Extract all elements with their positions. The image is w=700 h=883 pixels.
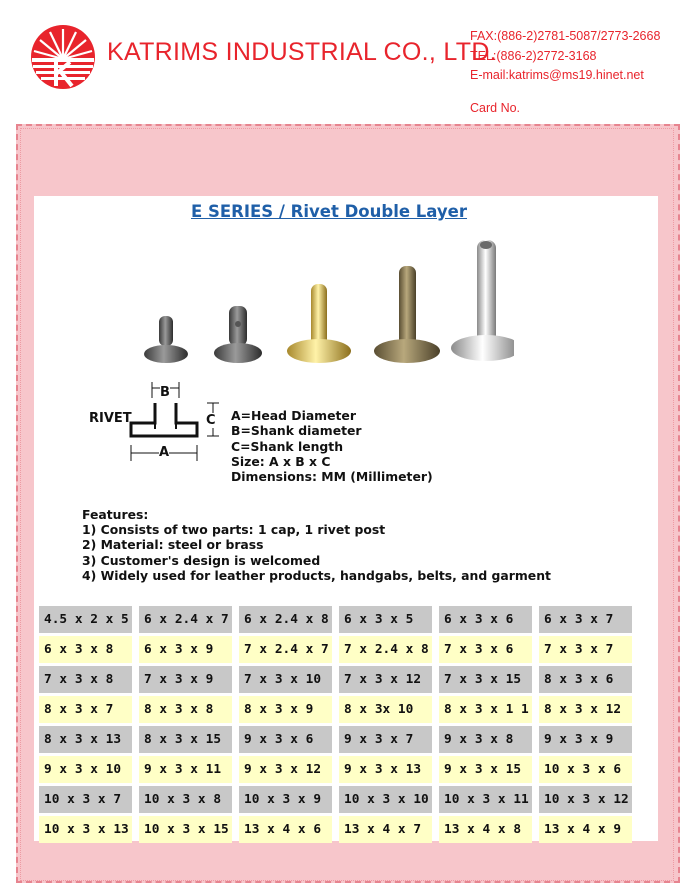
spec-line: A=Head Diameter — [231, 408, 356, 423]
size-cell: 10 x 3 x 8 — [139, 786, 232, 813]
size-cell: 7 x 2.4 x 7 — [239, 636, 332, 663]
content-panel — [34, 196, 658, 841]
size-row — [39, 786, 635, 813]
size-cell: 9 x 3 x 10 — [39, 756, 132, 783]
size-cell: 8 x 3 x 12 — [539, 696, 632, 723]
size-cell: 10 x 3 x 6 — [539, 756, 632, 783]
fax-number: FAX:(886-2)2781-5087/2773-2668 — [470, 29, 661, 43]
features-list — [82, 507, 551, 583]
rivet-gunmetal-small — [144, 316, 188, 363]
size-cell: 8 x 3 x 1 1 — [439, 696, 532, 723]
dimension-specs — [231, 408, 433, 484]
size-cell: 9 x 3 x 9 — [539, 726, 632, 753]
rivet-samples-image — [144, 236, 514, 366]
dimension-b-label: B — [160, 385, 170, 400]
size-cell: 10 x 3 x 11 — [439, 786, 532, 813]
size-cell: 7 x 3 x 15 — [439, 666, 532, 693]
contact-info — [470, 27, 660, 86]
letterhead — [0, 0, 700, 122]
size-cell: 8 x 3 x 9 — [239, 696, 332, 723]
size-cell: 7 x 2.4 x 8 — [339, 636, 432, 663]
size-cell: 6 x 3 x 5 — [339, 606, 432, 633]
company-logo-icon — [30, 24, 96, 90]
rivet-antique-brass — [374, 266, 440, 363]
size-cell: 8 x 3 x 7 — [39, 696, 132, 723]
size-cell: 7 x 3 x 7 — [539, 636, 632, 663]
size-row — [39, 636, 635, 663]
size-cell: 6 x 3 x 7 — [539, 606, 632, 633]
size-cell: 8 x 3 x 8 — [139, 696, 232, 723]
tel-number: TEL:(886-2)2772-3168 — [470, 48, 597, 63]
spec-line: Size: A x B x C — [231, 453, 331, 469]
size-row — [39, 696, 635, 723]
size-cell: 7 x 3 x 8 — [39, 666, 132, 693]
size-row — [39, 606, 635, 633]
dimension-a-label: A — [159, 445, 170, 460]
size-cell: 6 x 3 x 6 — [439, 606, 532, 633]
size-cell: 10 x 3 x 15 — [139, 816, 232, 843]
size-row — [39, 816, 635, 843]
size-cell: 9 x 3 x 7 — [339, 726, 432, 753]
size-cell: 6 x 2.4 x 8 — [239, 606, 332, 633]
company-name: KATRIMS INDUSTRIAL CO., LTD. — [107, 38, 497, 66]
size-cell: 4.5 x 2 x 5 — [39, 606, 132, 633]
size-cell: 7 x 3 x 9 — [139, 666, 232, 693]
rivet-brass — [287, 284, 351, 363]
size-cell: 10 x 3 x 9 — [239, 786, 332, 813]
rivet-dimension-diagram — [89, 381, 239, 476]
size-cell: 8 x 3x 10 — [339, 696, 432, 723]
feature-item: 3) Customer's design is welcomed — [82, 552, 321, 568]
rivet-label: RIVET — [89, 411, 132, 426]
dimension-c-label: C — [206, 413, 216, 428]
size-cell: 7 x 3 x 12 — [339, 666, 432, 693]
size-table — [39, 606, 635, 846]
size-cell: 6 x 2.4 x 7 — [139, 606, 232, 633]
size-cell: 13 x 4 x 6 — [239, 816, 332, 843]
size-cell: 9 x 3 x 8 — [439, 726, 532, 753]
feature-item: 1) Consists of two parts: 1 cap, 1 rivet post — [82, 522, 386, 538]
feature-item: 2) Material: steel or brass — [82, 537, 264, 553]
size-cell: 9 x 3 x 6 — [239, 726, 332, 753]
spec-line: B=Shank diameter — [231, 423, 362, 439]
size-cell: 10 x 3 x 7 — [39, 786, 132, 813]
size-cell: 13 x 4 x 9 — [539, 816, 632, 843]
page-title: E SERIES / Rivet Double Layer — [190, 202, 468, 221]
feature-item: 4) Widely used for leather products, handgabs, belts, and garment — [82, 567, 551, 583]
size-cell: 9 x 3 x 13 — [339, 756, 432, 783]
size-row — [39, 756, 635, 783]
size-cell: 9 x 3 x 12 — [239, 756, 332, 783]
size-cell: 13 x 4 x 8 — [439, 816, 532, 843]
spec-line: C=Shank length — [231, 438, 344, 454]
rivet-gunmetal-medium — [214, 306, 262, 363]
size-cell: 13 x 4 x 7 — [339, 816, 432, 843]
size-cell: 9 x 3 x 11 — [139, 756, 232, 783]
rivet-silver — [451, 240, 514, 361]
size-cell: 7 x 3 x 10 — [239, 666, 332, 693]
size-row — [39, 666, 635, 693]
size-cell: 10 x 3 x 13 — [39, 816, 132, 843]
size-cell: 7 x 3 x 6 — [439, 636, 532, 663]
size-cell: 6 x 3 x 9 — [139, 636, 232, 663]
features-title: Features: — [82, 507, 149, 522]
size-cell: 8 x 3 x 15 — [139, 726, 232, 753]
size-row — [39, 726, 635, 753]
size-cell: 8 x 3 x 6 — [539, 666, 632, 693]
size-cell: 10 x 3 x 10 — [339, 786, 432, 813]
size-cell: 8 x 3 x 13 — [39, 726, 132, 753]
email-address: E-mail:katrims@ms19.hinet.net — [470, 68, 644, 82]
size-cell: 9 x 3 x 15 — [439, 756, 532, 783]
size-cell: 10 x 3 x 12 — [539, 786, 632, 813]
card-number-label: Card No. — [470, 101, 521, 115]
spec-line: Dimensions: MM (Millimeter) — [231, 469, 433, 485]
size-cell: 6 x 3 x 8 — [39, 636, 132, 663]
